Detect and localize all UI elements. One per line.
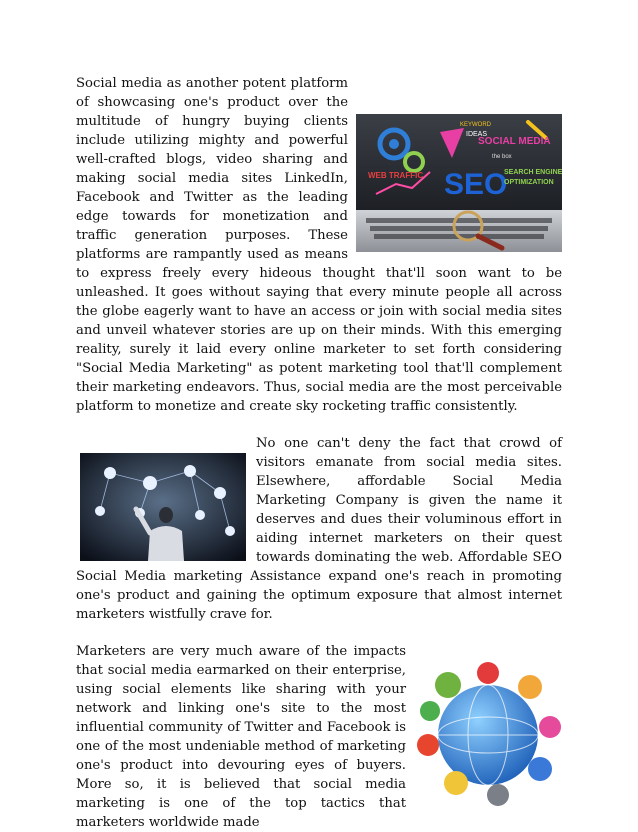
network-man-image	[80, 453, 246, 561]
social-globe-illustration	[414, 661, 562, 807]
search-engine-word: SEARCH ENGINE	[504, 169, 562, 176]
the-box-word: the box	[492, 154, 512, 160]
social-media-word: SOCIAL MEDIA	[478, 136, 551, 147]
social-globe-image	[414, 661, 562, 807]
document-page	[76, 74, 562, 832]
seo-word: SEO	[444, 168, 508, 201]
network-man-illustration	[80, 453, 246, 561]
seo-laptop-image	[356, 114, 562, 252]
keyword-word: KEYWORD	[460, 122, 492, 128]
paragraph-1: Social media as another potent platform of showcasing one's product over the multitude of hungry buying clients include utilizing mighty and powerful well-crafted blogs, video sharing and making social media sites LinkedIn, Facebook and Twitter as the leading edge towards for monetization and traffic generation purposes. These platforms are rampantly used as means to express freely every hideous thought that'll soon want to be unleashed. It goes without saying that every minute people all across the globe eagerly want to have an access or join with social media sites and unveil whatever stories are up on their minds. With this emerging reality, surely it laid every online marketer to set forth considering "Social Media Marketing" as potent marketing tool that'll complement their marketing endeavors. Thus, social media are the most perceivable platform to monetize and create sky rocketing traffic consistently.	[76, 76, 562, 414]
ideas-word: IDEAS	[466, 131, 488, 138]
paragraph-2: No one can't deny the fact that crowd of visitors emanate from social media sites. Elsewhere, affordable Social Media Marketing Company is given the name it deserves and dues their voluminous effort in aiding internet marketers on their quest towards dominating the web. Affordable SEO Social Media marketing Assistance expand one's reach in promoting one's product and gaining the optimum exposure that almost internet marketers wistfully crave for.	[76, 436, 562, 622]
web-traffic-word: WEB TRAFFIC	[368, 171, 424, 180]
seo-laptop-illustration	[356, 114, 562, 252]
paragraph-3: Marketers are very much aware of the impacts that social media earmarked on their enterprise, using social elements like sharing with your network and linking one's site to the most influential community of Twitter and Facebook is one of the most undeniable method of marketing one's product into devouring eyes of buyers. More so, it is believed that social media marketing is one of the top tactics that marketers worldwide made	[76, 644, 406, 830]
optimization-word: OPTIMIZATION	[504, 179, 554, 186]
